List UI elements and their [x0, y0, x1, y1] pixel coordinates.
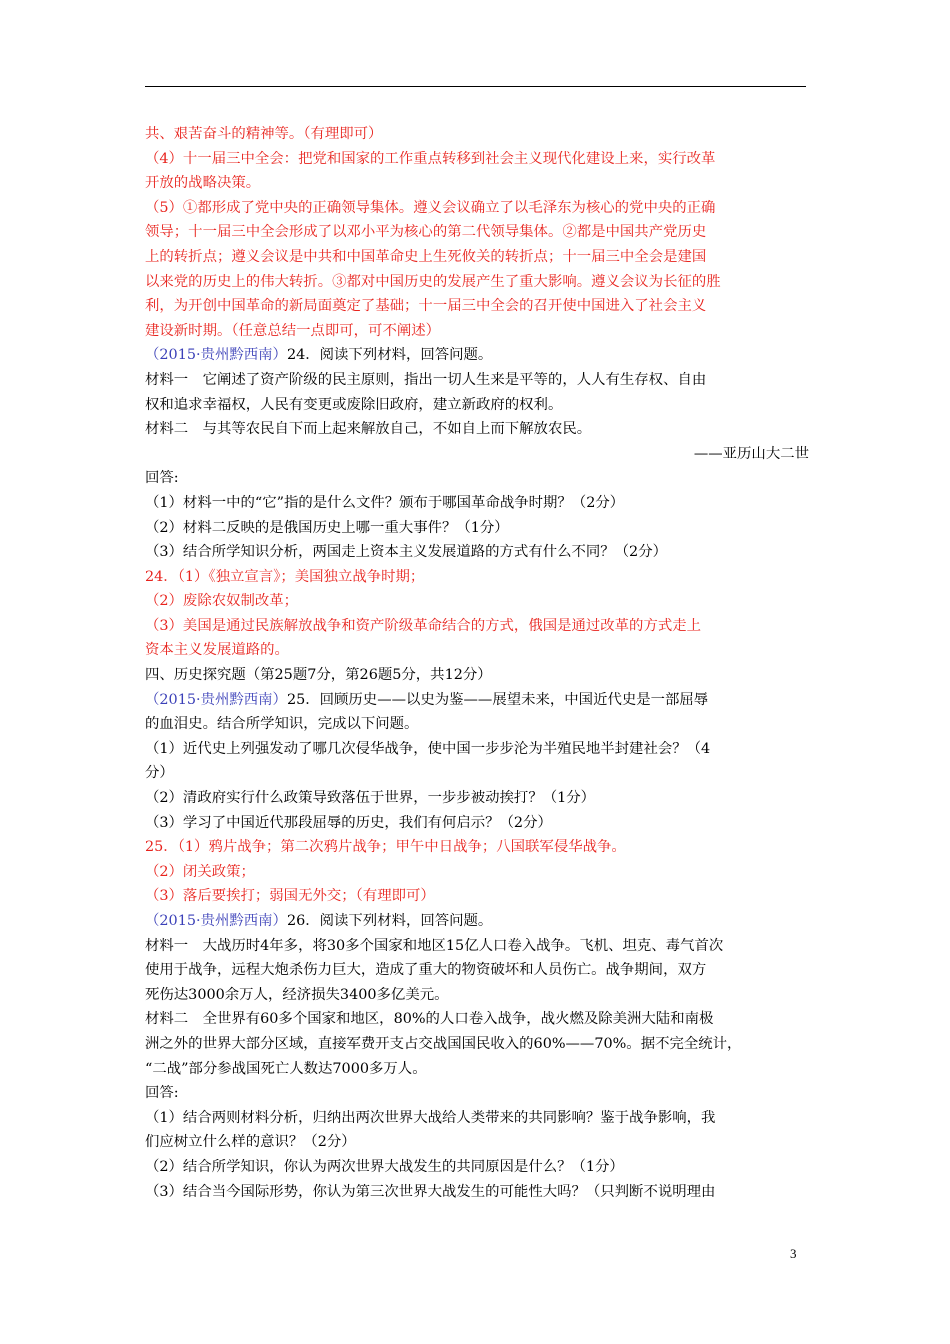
answer-label: 回答:: [145, 1085, 179, 1102]
answer-line: 建设新时期。（任意总结一点即可，可不阐述）: [145, 322, 441, 339]
material-line: 材料二 全世界有60多个国家和地区，80%的人口卷入战争，战火燃及除美洲大陆和南极: [145, 1011, 714, 1028]
sub-question: （2）材料二反映的是俄国历史上哪一重大事件？（1分）: [145, 519, 509, 536]
question-25-header: [145, 688, 809, 713]
answer-line: （5）①都形成了党中央的正确领导集体。遵义会议确立了以毛泽东为核心的党中央的正确: [145, 199, 716, 216]
material-line: 权和追求幸福权，人民有变更或废除旧政府，建立新政府的权利。: [145, 396, 563, 413]
material-line: 材料一 它阐述了资产阶级的民主原则，指出一切人生来是平等的，人人有生存权、自由: [145, 371, 707, 388]
source-tag: （2015·贵州黔西南）: [145, 347, 287, 364]
answer-line: 利，为开创中国革命的新局面奠定了基础；十一届三中全会的召开使中国进入了社会主义: [145, 298, 707, 315]
answer-line: 上的转折点；遵义会议是中共和中国革命史上生死攸关的转折点；十一届三中全会是建国: [145, 248, 707, 265]
question-26-header: [145, 909, 809, 934]
answer-line: （4）十一届三中全会：把党和国家的工作重点转移到社会主义现代化建设上来，实行改革: [145, 150, 716, 167]
answer-line: （2）闭关政策；: [145, 863, 255, 880]
material-line: 死伤达3000余万人，经济损失3400多亿美元。: [145, 986, 449, 1003]
sub-question: 们应树立什么样的意识？（2分）: [145, 1134, 356, 1151]
sub-question: （1）结合两则材料分析，归纳出两次世界大战给人类带来的共同影响？鉴于战争影响，我: [145, 1109, 716, 1126]
question-stem: 25．回顾历史——以史为鉴——展望未来，中国近代史是一部屈辱: [286, 691, 709, 708]
sub-question: （3）结合当今国际形势，你认为第三次世界大战发生的可能性大吗？（只判断不说明理由: [145, 1183, 716, 1200]
answer-line: 24．（1）《独立宣言》；美国独立战争时期；: [145, 568, 425, 585]
sub-question: （2）清政府实行什么政策导致落伍于世界，一步步被动挨打？（1分）: [145, 790, 596, 807]
sub-question: （3）结合所学知识分析，两国走上资本主义发展道路的方式有什么不同？（2分）: [145, 544, 667, 561]
attribution: ——亚历山大二世: [693, 445, 809, 462]
header-rule: [145, 86, 806, 87]
answer-label: 回答:: [145, 470, 179, 487]
section-heading: 四、历史探究题（第25题7分，第26题5分，共12分）: [145, 667, 492, 684]
question-stem: 24．阅读下列材料，回答问题。: [286, 347, 493, 364]
question-stem: 26．阅读下列材料，回答问题。: [286, 913, 493, 929]
answer-line: 25．（1）鸦片战争；第二次鸦片战争；甲午中日战争；八国联军侵华战争。: [145, 839, 626, 856]
source-tag: （2015·贵州黔西南）: [145, 913, 287, 929]
page-content: [145, 122, 809, 1204]
answer-line: （3）美国是通过民族解放战争和资产阶级革命结合的方式，俄国是通过改革的方式走上: [145, 617, 702, 634]
answer-line: 领导；十一届三中全会形成了以邓小平为核心的第二代领导集体。②都是中国共产党历史: [145, 224, 707, 241]
page-number: 3: [790, 1246, 797, 1261]
answer-line: 共、艰苦奋斗的精神等。（有理即可）: [145, 126, 383, 142]
material-line: “二战”部分参战国死亡人数达7000多万人。: [145, 1060, 427, 1077]
sub-question: （3）学习了中国近代那段屈辱的历史，我们有何启示？（2分）: [145, 814, 552, 831]
answer-line: （2）废除农奴制改革；: [145, 593, 299, 610]
answer-line: 以来党的历史上的伟大转折。③都对中国历史的发展产生了重大影响。遵义会议为长征的胜: [145, 273, 721, 290]
sub-question: （2）结合所学知识，你认为两次世界大战发生的共同原因是什么？（1分）: [145, 1158, 624, 1175]
source-tag: （2015·贵州黔西南）: [145, 691, 287, 708]
answer-line: 开放的战略决策。: [145, 175, 261, 192]
answer-line: （3）落后要挨打；弱国无外交；（有理即可）: [145, 888, 435, 905]
material-line: 使用于战争，远程大炮杀伤力巨大，造成了重大的物资破坏和人员伤亡。战争期间，双方: [145, 962, 707, 979]
material-line: 洲之外的世界大部分区域，直接军费开支占交战国国民收入的60%——70%。据不完全统计，: [145, 1035, 742, 1052]
material-line: 材料一 大战历时4年多，将30多个国家和地区15亿人口卷入战争。飞机、坦克、毒气首次: [145, 937, 724, 954]
question-stem-cont: 的血泪史。结合所学知识，完成以下问题。: [145, 716, 419, 733]
sub-question: （1）材料一中的“它”指的是什么文件？颁布于哪国革命战争时期？（2分）: [145, 494, 625, 511]
question-24-header: [145, 343, 809, 368]
material-line: 材料二 与其等农民自下而上起来解放自己，不如自上而下解放农民。: [145, 421, 592, 438]
answer-block-23: [145, 122, 809, 343]
sub-question: （1）近代史上列强发动了哪几次侵华战争，使中国一步步沦为半殖民地半封建社会？（4: [145, 740, 711, 757]
answer-line: 资本主义发展道路的。: [145, 642, 289, 659]
sub-question: 分）: [145, 765, 174, 782]
